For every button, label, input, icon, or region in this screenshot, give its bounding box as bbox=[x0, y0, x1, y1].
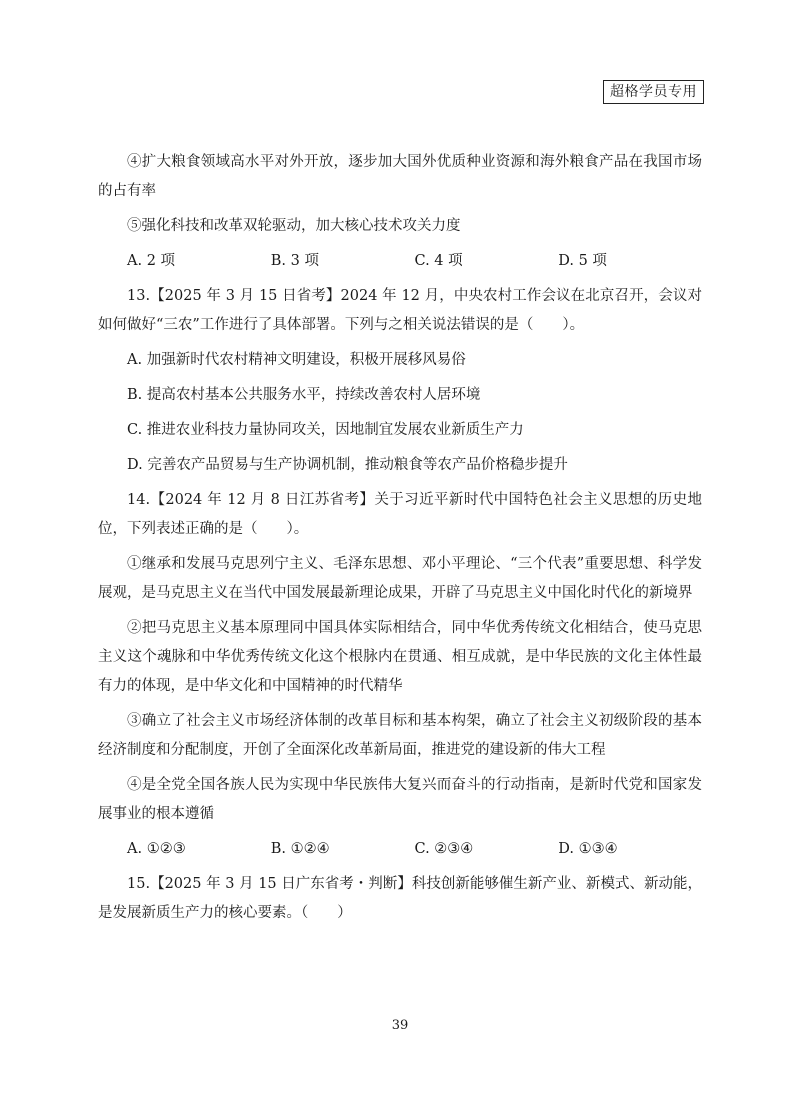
option-c: C. 4 项 bbox=[414, 253, 463, 269]
option-b: B. ①②④ bbox=[270, 841, 330, 857]
page-content bbox=[98, 148, 702, 934]
q12-options bbox=[98, 247, 702, 276]
q14-item-2: ②把马克思主义基本原理同中国具体实际相结合，同中华优秀传统文化相结合，使马克思主义这个魂脉和中华优秀传统文化这个根脉内在贯通、相互成就，是中华民族的文化主体性最有力的体现，是中华文化和中国精神的时代精华 bbox=[98, 620, 702, 694]
item-4: ④扩大粮食领域高水平对外开放，逐步加大国外优质种业资源和海外粮食产品在我国市场的占有率 bbox=[98, 154, 702, 199]
q13-option-c: C. 推进农业科技力量协同攻关，因地制宜发展农业新质生产力 bbox=[127, 422, 524, 438]
member-only-stamp: 超格学员专用 bbox=[603, 80, 704, 104]
option-d: D. ①③④ bbox=[558, 841, 618, 857]
item-5: ⑤强化科技和改革双轮驱动，加大核心技术攻关力度 bbox=[127, 218, 461, 234]
q14-item-1: ①继承和发展马克思列宁主义、毛泽东思想、邓小平理论、“三个代表”重要思想、科学发展观，是马克思主义在当代中国发展最新理论成果，开辟了马克思主义中国化时代化的新境界 bbox=[98, 556, 702, 601]
question-14-stem: 14.【2024 年 12 月 8 日江苏省考】关于习近平新时代中国特色社会主义思想的历史地位，下列表述正确的是（ ）。 bbox=[98, 492, 702, 537]
page-number: 39 bbox=[391, 1018, 409, 1033]
option-a: A. ①②③ bbox=[127, 841, 186, 857]
question-15-stem: 15.【2025 年 3 月 15 日广东省考・判断】科技创新能够催生新产业、新模式、新动能，是发展新质生产力的核心要素。（ ） bbox=[98, 876, 702, 921]
q14-options bbox=[98, 835, 702, 864]
q13-option-b: B. 提高农村基本公共服务水平，持续改善农村人居环境 bbox=[127, 387, 481, 403]
q13-option-a: A. 加强新时代农村精神文明建设，积极开展移风易俗 bbox=[127, 352, 466, 368]
q14-item-3: ③确立了社会主义市场经济体制的改革目标和基本构架，确立了社会主义初级阶段的基本经济制度和分配制度，开创了全面深化改革新局面，推进党的建设新的伟大工程 bbox=[98, 713, 702, 758]
option-d: D. 5 项 bbox=[558, 253, 607, 269]
option-c: C. ②③④ bbox=[414, 841, 474, 857]
q13-option-d: D. 完善农产品贸易与生产协调机制，推动粮食等农产品价格稳步提升 bbox=[127, 457, 568, 473]
q14-item-4: ④是全党全国各族人民为实现中华民族伟大复兴而奋斗的行动指南，是新时代党和国家发展事业的根本遵循 bbox=[98, 777, 702, 822]
option-b: B. 3 项 bbox=[270, 253, 319, 269]
option-a: A. 2 项 bbox=[127, 253, 176, 269]
question-13-stem: 13.【2025 年 3 月 15 日省考】2024 年 12 月，中央农村工作会议在北京召开，会议对如何做好“三农”工作进行了具体部署。下列与之相关说法错误的是（ ）。 bbox=[98, 288, 702, 333]
